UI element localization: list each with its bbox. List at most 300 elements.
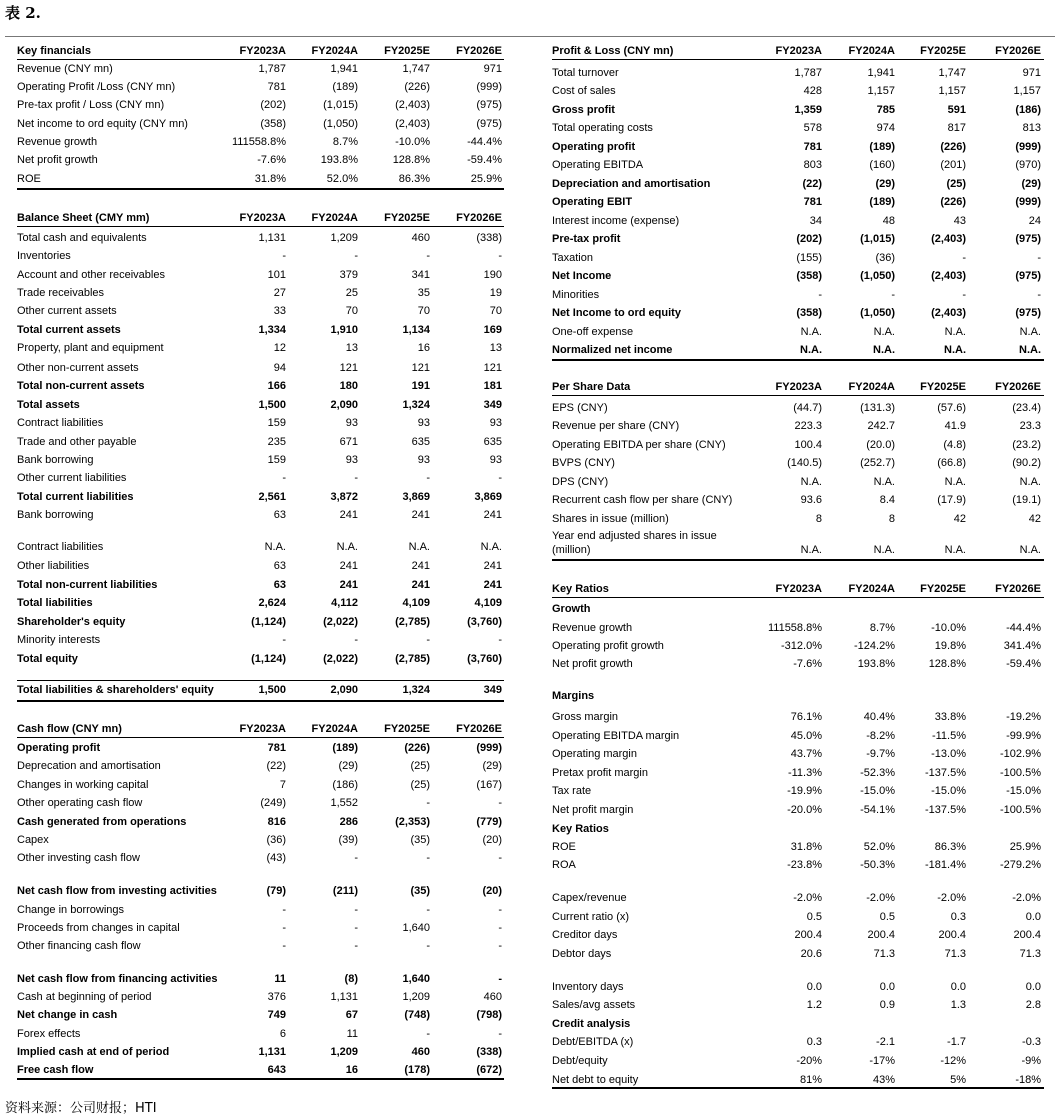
cell-value: 71.3 <box>1019 948 1041 960</box>
table-bottom-rule <box>552 559 1044 561</box>
table-header-label: Balance Sheet (CMY mm) <box>17 212 150 224</box>
cell-value: 25.9% <box>470 173 502 185</box>
cell-value: 19 <box>489 287 502 299</box>
row-label: Property, plant and equipment <box>17 342 164 354</box>
row-label: Capex <box>17 834 49 846</box>
header-underline <box>552 59 1044 60</box>
row-label: Revenue per share (CNY) <box>552 420 680 432</box>
cell-value: -2.1 <box>876 1036 895 1048</box>
cell-value: 25.9% <box>1009 841 1041 853</box>
row-label: Net cash flow from financing activities <box>17 973 218 985</box>
cell-value: 111558.8% <box>767 622 822 634</box>
row-label: Net profit margin <box>552 804 634 816</box>
cell-value: (3,760) <box>467 653 502 665</box>
row-label: Inventory days <box>552 981 624 993</box>
cell-value: -8.2% <box>866 730 895 742</box>
cell-value: 1,209 <box>402 991 430 1003</box>
cell-value: (29) <box>482 760 502 772</box>
cell-value: -20.0% <box>787 804 822 816</box>
cell-value: - <box>498 904 502 916</box>
cell-value: 2,090 <box>330 399 358 411</box>
cell-value: 71.3 <box>873 948 895 960</box>
table-row <box>17 903 504 917</box>
cell-value: (798) <box>476 1009 502 1021</box>
cell-value: 67 <box>345 1009 358 1021</box>
cell-value: 0.0 <box>950 981 966 993</box>
cell-value: 11 <box>274 973 286 985</box>
cell-value: 25 <box>345 287 358 299</box>
cell-value: - <box>426 634 430 646</box>
table-row <box>552 980 1044 994</box>
row-label: Capex/revenue <box>552 892 627 904</box>
table-row <box>17 578 504 592</box>
row-label: Debt/EBITDA (x) <box>552 1036 634 1048</box>
cell-value: (975) <box>1015 270 1041 282</box>
cell-value: -312.0% <box>781 640 822 652</box>
table-row <box>552 998 1044 1012</box>
table-row <box>552 1073 1044 1087</box>
row-label: Recurrent cash flow per share (CNY) <box>552 494 733 506</box>
cell-value: 785 <box>876 104 895 116</box>
cell-value: 813 <box>1022 122 1041 134</box>
cell-value: (90.2) <box>1012 457 1041 469</box>
cell-value: - <box>354 940 358 952</box>
cell-value: 121 <box>483 362 502 374</box>
cell-value: 1,131 <box>258 232 286 244</box>
row-label: ROA <box>552 859 576 871</box>
cell-value: 781 <box>267 742 286 754</box>
cell-value: 1,787 <box>258 63 286 75</box>
cell-value: (1,124) <box>251 616 286 628</box>
cell-value: 286 <box>339 816 358 828</box>
cell-value: 1.2 <box>806 999 822 1011</box>
column-header: FY2026E <box>456 45 502 57</box>
cell-value: 1,500 <box>258 399 286 411</box>
cell-value: 1,157 <box>867 85 895 97</box>
column-header: FY2026E <box>456 723 502 735</box>
cell-value: 671 <box>339 436 358 448</box>
cell-value: -11.5% <box>931 730 966 742</box>
table-row <box>17 398 504 412</box>
row-label: Minority interests <box>17 634 101 646</box>
cell-value: 93 <box>489 454 502 466</box>
cell-value: 86.3% <box>398 173 430 185</box>
table-row <box>17 117 504 131</box>
profit-loss-table <box>552 44 1044 363</box>
cell-value: 101 <box>267 269 286 281</box>
row-label: Tax rate <box>552 785 592 797</box>
table-row <box>552 689 1044 703</box>
cell-value: (338) <box>476 1046 502 1058</box>
row-label: Debtor days <box>552 948 612 960</box>
cell-value: 169 <box>483 324 502 336</box>
cell-value: -2.0% <box>793 892 822 904</box>
cell-value: (20.0) <box>866 439 895 451</box>
cell-value: (155) <box>796 252 822 264</box>
table-bottom-rule <box>17 700 504 702</box>
table-row <box>17 1063 504 1077</box>
cell-value: (20) <box>482 885 502 897</box>
cell-value: (25) <box>410 779 430 791</box>
cell-value: -2.0% <box>937 892 966 904</box>
cell-value: 41.9 <box>944 420 966 432</box>
cell-value: (2,403) <box>395 118 430 130</box>
cell-value: -18% <box>1015 1074 1041 1086</box>
row-label: EPS (CNY) <box>552 402 608 414</box>
cell-value: 1,552 <box>330 797 358 809</box>
cell-value: 1,640 <box>402 973 430 985</box>
table-row <box>552 84 1044 98</box>
table-row <box>552 729 1044 743</box>
cell-value: 63 <box>273 509 286 521</box>
cell-value: 781 <box>267 81 286 93</box>
cell-value: 241 <box>339 509 358 521</box>
cell-value: 40.4% <box>863 711 895 723</box>
row-label: Taxation <box>552 252 593 264</box>
cell-value: -10.0% <box>931 622 966 634</box>
row-label: Total non-current assets <box>17 380 145 392</box>
cell-value: - <box>1037 289 1041 301</box>
table-bottom-rule <box>17 1078 504 1080</box>
divider <box>17 680 504 681</box>
table-row <box>552 195 1044 209</box>
table-row <box>17 231 504 245</box>
cell-value: (202) <box>260 99 286 111</box>
header-underline <box>552 597 1044 598</box>
cell-value: 8 <box>815 513 822 525</box>
row-label: Total assets <box>17 399 80 411</box>
row-label: Other financing cash flow <box>17 940 141 952</box>
cell-value: 43 <box>953 215 966 227</box>
table-row <box>17 633 504 647</box>
cell-value: 33 <box>273 305 286 317</box>
cell-value: (358) <box>260 118 286 130</box>
cell-value: (2,022) <box>323 616 358 628</box>
cell-value: 591 <box>947 104 966 116</box>
header-underline <box>17 737 504 738</box>
cell-value: 159 <box>267 417 286 429</box>
column-header: FY2024A <box>311 212 358 224</box>
cell-value: 241 <box>339 579 358 591</box>
cell-value: (252.7) <box>860 457 895 469</box>
cell-value: N.A. <box>944 326 966 338</box>
cell-value: (22) <box>802 178 822 190</box>
cell-value: -15.0% <box>931 785 966 797</box>
row-label: Credit analysis <box>552 1018 631 1030</box>
cell-value: 200.4 <box>938 929 966 941</box>
cell-value: 0.0 <box>879 981 895 993</box>
cell-value: -102.9% <box>1000 748 1041 760</box>
table-header-row <box>552 44 1044 58</box>
cell-value: 341.4% <box>1003 640 1041 652</box>
row-label: Interest income (expense) <box>552 215 680 227</box>
cell-value: (23.4) <box>1012 402 1041 414</box>
cell-value: 42 <box>953 513 966 525</box>
cell-value: 241 <box>411 560 430 572</box>
table-row <box>552 803 1044 817</box>
row-label: Revenue growth <box>552 622 633 634</box>
cell-value: - <box>891 289 895 301</box>
table-row <box>17 851 504 865</box>
column-header: FY2023A <box>239 45 286 57</box>
column-header: FY2024A <box>848 583 895 595</box>
cell-value: - <box>354 250 358 262</box>
row-label: Other investing cash flow <box>17 852 140 864</box>
cell-value: (1,050) <box>323 118 358 130</box>
cell-value: - <box>962 252 966 264</box>
cell-value: -52.3% <box>860 767 895 779</box>
row-label: Bank borrowing <box>17 454 94 466</box>
cell-value: 43% <box>872 1074 895 1086</box>
column-header: FY2026E <box>995 583 1041 595</box>
table-row <box>552 214 1044 228</box>
row-label: Total cash and equivalents <box>17 232 147 244</box>
column-header: FY2023A <box>775 583 822 595</box>
row-label: Net change in cash <box>17 1009 118 1021</box>
cell-value: -12% <box>940 1055 966 1067</box>
table-row <box>552 529 1044 557</box>
cell-value: - <box>426 940 430 952</box>
cell-value: (970) <box>1015 159 1041 171</box>
cell-value: -10.0% <box>395 136 430 148</box>
cell-value: (338) <box>476 232 502 244</box>
cell-value: 23.3 <box>1019 420 1041 432</box>
row-label: Net Income to ord equity <box>552 307 681 319</box>
column-header: FY2025E <box>920 583 966 595</box>
cell-value: -44.4% <box>467 136 502 148</box>
cell-value: 4,109 <box>474 597 502 609</box>
cell-value: 241 <box>483 509 502 521</box>
cell-value: -99.9% <box>1006 730 1041 742</box>
table-row <box>552 419 1044 433</box>
cell-value: 2,624 <box>258 597 286 609</box>
cell-value: (779) <box>476 816 502 828</box>
table-row <box>17 939 504 953</box>
cell-value: (43) <box>266 852 286 864</box>
row-label: Sales/avg assets <box>552 999 636 1011</box>
cell-value: - <box>498 250 502 262</box>
table-row <box>17 341 504 355</box>
table-row <box>17 990 504 1004</box>
cell-value: N.A. <box>873 326 895 338</box>
table-row <box>17 652 504 666</box>
cell-value: 242.7 <box>867 420 895 432</box>
cell-value: 223.3 <box>794 420 822 432</box>
cell-value: (160) <box>869 159 895 171</box>
row-label: Depreciation and amortisation <box>552 178 711 190</box>
cell-value: N.A. <box>480 541 502 553</box>
cell-value: -19.2% <box>1006 711 1041 723</box>
cell-value: 31.8% <box>254 173 286 185</box>
column-header: FY2023A <box>775 45 822 57</box>
column-header: FY2026E <box>995 45 1041 57</box>
cell-value: 3,872 <box>330 491 358 503</box>
row-label: Gross profit <box>552 104 615 116</box>
cell-value: - <box>498 973 502 985</box>
table-row <box>552 325 1044 339</box>
cell-value: -23.8% <box>787 859 822 871</box>
cell-value: - <box>282 922 286 934</box>
row-label: Operating margin <box>552 748 637 760</box>
cell-value: 1,209 <box>330 232 358 244</box>
cell-value: 1,157 <box>938 85 966 97</box>
table-row <box>552 1017 1044 1031</box>
cell-value: (975) <box>1015 307 1041 319</box>
cell-value: (999) <box>1015 196 1041 208</box>
cell-value: 241 <box>483 560 502 572</box>
cell-value: 35 <box>417 287 430 299</box>
cell-value: (748) <box>404 1009 430 1021</box>
cell-value: 1,157 <box>1013 85 1041 97</box>
cell-value: (66.8) <box>937 457 966 469</box>
row-label: Operating profit <box>552 141 636 153</box>
cell-value: 349 <box>483 684 502 696</box>
cell-value: - <box>498 472 502 484</box>
table-row <box>552 747 1044 761</box>
table-row <box>552 766 1044 780</box>
cell-value: (2,785) <box>395 616 430 628</box>
cell-value: 193.8% <box>320 154 358 166</box>
cell-value: (999) <box>476 742 502 754</box>
cell-value: (8) <box>344 973 358 985</box>
table-row <box>552 66 1044 80</box>
cell-value: 4,109 <box>402 597 430 609</box>
row-label: Operating EBITDA per share (CNY) <box>552 439 726 451</box>
cell-value: (1,050) <box>860 270 895 282</box>
cell-value: 94 <box>273 362 286 374</box>
table-row <box>552 840 1044 854</box>
cell-value: 2,561 <box>258 491 286 503</box>
cell-value: 191 <box>411 380 430 392</box>
row-label: Other liabilities <box>17 560 90 572</box>
row-label: Total operating costs <box>552 122 653 134</box>
row-label: Net debt to equity <box>552 1074 639 1086</box>
cell-value: N.A. <box>1019 544 1041 556</box>
table-row <box>552 493 1044 507</box>
cell-value: 100.4 <box>794 439 822 451</box>
table-header-row <box>552 582 1044 596</box>
row-label: Other operating cash flow <box>17 797 143 809</box>
cell-value: 0.3 <box>806 1036 822 1048</box>
cell-value: 1,747 <box>402 63 430 75</box>
cell-value: 121 <box>339 362 358 374</box>
cell-value: - <box>354 904 358 916</box>
cell-value: N.A. <box>800 344 822 356</box>
cell-value: (975) <box>1015 233 1041 245</box>
column-header: FY2024A <box>311 723 358 735</box>
cell-value: - <box>426 1028 430 1040</box>
table-row <box>17 1008 504 1022</box>
cell-value: 2.8 <box>1025 999 1041 1011</box>
row-label: Operating EBITDA margin <box>552 730 680 742</box>
cell-value: 241 <box>339 560 358 572</box>
cell-value: -2.0% <box>866 892 895 904</box>
row-label: Margins <box>552 690 595 702</box>
cell-value: 1,131 <box>258 1046 286 1058</box>
cell-value: 27 <box>273 287 286 299</box>
row-label: Key Ratios <box>552 823 609 835</box>
table-row <box>17 921 504 935</box>
cell-value: -15.0% <box>860 785 895 797</box>
cell-value: - <box>282 472 286 484</box>
table-row <box>17 304 504 318</box>
cell-value: 803 <box>803 159 822 171</box>
row-label: Total turnover <box>552 67 619 79</box>
column-header: FY2023A <box>239 723 286 735</box>
table-header-label: Per Share Data <box>552 381 631 393</box>
cell-value: 193.8% <box>857 658 895 670</box>
table-row <box>17 172 504 186</box>
table-row <box>17 1045 504 1059</box>
cell-value: -137.5% <box>925 804 966 816</box>
cell-value: 13 <box>345 342 358 354</box>
cell-value: (226) <box>940 141 966 153</box>
cell-value: 428 <box>803 85 822 97</box>
cell-value: 76.1% <box>790 711 822 723</box>
table-header-label: Cash flow (CNY mn) <box>17 723 122 735</box>
cell-value: 70 <box>489 305 502 317</box>
cell-value: (189) <box>332 81 358 93</box>
cell-value: 70 <box>417 305 430 317</box>
cell-value: N.A. <box>944 344 966 356</box>
row-label: One-off expense <box>552 326 634 338</box>
cell-value: 42 <box>1028 513 1041 525</box>
cell-value: (358) <box>796 270 822 282</box>
row-label: Total equity <box>17 653 78 665</box>
cell-value: 0.0 <box>1025 981 1041 993</box>
row-label: Shares in issue (million) <box>552 513 669 525</box>
table-header-row <box>552 380 1044 394</box>
left-column <box>17 0 504 1095</box>
table-row <box>17 796 504 810</box>
cell-value: 81% <box>799 1074 822 1086</box>
row-label: Account and other receivables <box>17 269 165 281</box>
cell-value: 816 <box>267 816 286 828</box>
column-header: FY2026E <box>456 212 502 224</box>
cell-value: 460 <box>411 232 430 244</box>
table-header-label: Profit & Loss (CNY mn) <box>552 45 674 57</box>
table-header-row <box>17 722 504 736</box>
column-header: FY2024A <box>848 45 895 57</box>
table-row <box>552 512 1044 526</box>
cell-value: 0.5 <box>879 911 895 923</box>
cell-value: 0.0 <box>806 981 822 993</box>
cell-value: 971 <box>1022 67 1041 79</box>
cell-value: 3,869 <box>402 491 430 503</box>
row-label: Implied cash at end of period <box>17 1046 170 1058</box>
cell-value: (202) <box>796 233 822 245</box>
cell-value: (226) <box>404 81 430 93</box>
cell-value: (3,760) <box>467 616 502 628</box>
cell-value: 8.4 <box>879 494 895 506</box>
table-row <box>17 596 504 610</box>
row-label: Operating profit <box>17 742 101 754</box>
cell-value: N.A. <box>1019 344 1041 356</box>
table-row <box>552 822 1044 836</box>
table-row <box>552 456 1044 470</box>
cell-value: 971 <box>483 63 502 75</box>
table-row <box>552 1054 1044 1068</box>
table-row <box>17 98 504 112</box>
cell-value: N.A. <box>1019 476 1041 488</box>
table-row <box>552 602 1044 616</box>
row-label: Minorities <box>552 289 600 301</box>
row-label: Revenue growth <box>17 136 98 148</box>
cell-value: (29) <box>1021 178 1041 190</box>
cell-value: - <box>498 852 502 864</box>
cell-value: 52.0% <box>326 173 358 185</box>
row-label: Year end adjusted shares in issue (million) <box>552 530 717 556</box>
